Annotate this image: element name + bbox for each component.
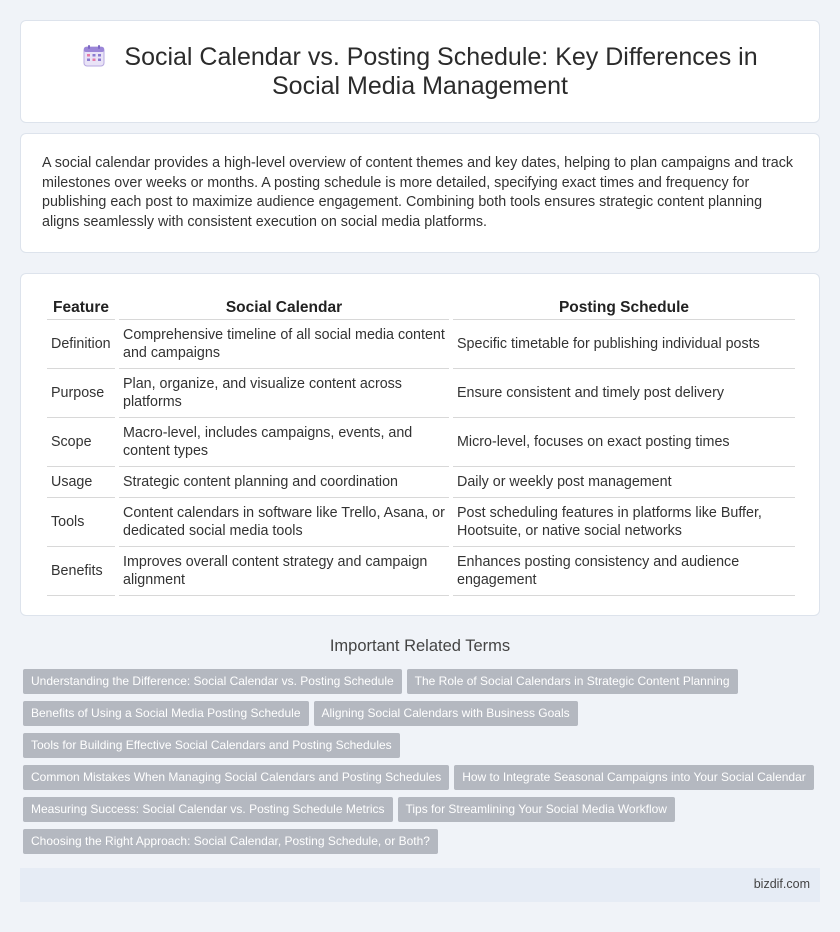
cell-feature: Scope bbox=[47, 418, 115, 467]
cell-social-calendar: Macro-level, includes campaigns, events, and content types bbox=[119, 418, 449, 467]
comparison-table bbox=[43, 296, 799, 596]
related-terms-list bbox=[23, 669, 823, 861]
header-feature: Feature bbox=[47, 296, 115, 320]
calendar-icon bbox=[82, 44, 106, 68]
intro-card bbox=[20, 133, 820, 253]
table-row bbox=[47, 498, 795, 547]
intro-paragraph: A social calendar provides a high-level overview of content themes and key dates, helping to plan campaigns and track milestones over weeks or months. A posting schedule is more detailed, specifying exact times and frequency for publishing each post to maximize audience engagement. Combining both tools ensures strategic content planning aligns seamlessly with consistent execution on social media platforms. bbox=[42, 155, 794, 230]
cell-posting-schedule: Enhances posting consistency and audience engagement bbox=[453, 547, 795, 596]
comparison-card bbox=[20, 273, 820, 616]
related-term-tag[interactable]: Benefits of Using a Social Media Posting Schedule bbox=[23, 701, 309, 726]
related-terms-heading: Important Related Terms bbox=[329, 637, 511, 655]
header-social-calendar: Social Calendar bbox=[119, 296, 449, 320]
related-term-tag[interactable]: Common Mistakes When Managing Social Calendars and Posting Schedules bbox=[23, 765, 449, 790]
related-term-tag[interactable]: The Role of Social Calendars in Strategic Content Planning bbox=[407, 669, 738, 694]
table-header-row bbox=[47, 296, 795, 320]
table-row bbox=[47, 369, 795, 418]
cell-feature: Usage bbox=[47, 467, 115, 498]
cell-posting-schedule: Post scheduling features in platforms like Buffer, Hootsuite, or native social networks bbox=[453, 498, 795, 547]
cell-posting-schedule: Specific timetable for publishing individual posts bbox=[453, 320, 795, 369]
cell-social-calendar: Plan, organize, and visualize content across platforms bbox=[119, 369, 449, 418]
cell-social-calendar: Content calendars in software like Trello, Asana, or dedicated social media tools bbox=[119, 498, 449, 547]
title-card bbox=[20, 20, 820, 123]
cell-feature: Purpose bbox=[47, 369, 115, 418]
table-row bbox=[47, 418, 795, 467]
page-title: Social Calendar vs. Posting Schedule: Key Differences in Social Media Management bbox=[124, 43, 758, 100]
related-term-tag[interactable]: Aligning Social Calendars with Business Goals bbox=[314, 701, 578, 726]
cell-feature: Tools bbox=[47, 498, 115, 547]
cell-social-calendar: Comprehensive timeline of all social media content and campaigns bbox=[119, 320, 449, 369]
cell-social-calendar: Strategic content planning and coordination bbox=[119, 467, 449, 498]
table-row bbox=[47, 467, 795, 498]
cell-posting-schedule: Ensure consistent and timely post delivery bbox=[453, 369, 795, 418]
cell-feature: Definition bbox=[47, 320, 115, 369]
cell-posting-schedule: Daily or weekly post management bbox=[453, 467, 795, 498]
cell-social-calendar: Improves overall content strategy and campaign alignment bbox=[119, 547, 449, 596]
footer bbox=[20, 868, 820, 902]
table-row bbox=[47, 547, 795, 596]
related-term-tag[interactable]: Choosing the Right Approach: Social Calendar, Posting Schedule, or Both? bbox=[23, 829, 438, 854]
page-title-wrap bbox=[21, 43, 819, 101]
cell-posting-schedule: Micro-level, focuses on exact posting times bbox=[453, 418, 795, 467]
related-term-tag[interactable]: Understanding the Difference: Social Calendar vs. Posting Schedule bbox=[23, 669, 402, 694]
header-posting-schedule: Posting Schedule bbox=[453, 296, 795, 320]
related-term-tag[interactable]: How to Integrate Seasonal Campaigns into Your Social Calendar bbox=[454, 765, 814, 790]
related-term-tag[interactable]: Tools for Building Effective Social Calendars and Posting Schedules bbox=[23, 733, 400, 758]
related-term-tag[interactable]: Measuring Success: Social Calendar vs. Posting Schedule Metrics bbox=[23, 797, 393, 822]
cell-feature: Benefits bbox=[47, 547, 115, 596]
related-term-tag[interactable]: Tips for Streamlining Your Social Media Workflow bbox=[398, 797, 675, 822]
footer-site-link[interactable]: bizdif.com bbox=[753, 877, 810, 891]
table-row bbox=[47, 320, 795, 369]
